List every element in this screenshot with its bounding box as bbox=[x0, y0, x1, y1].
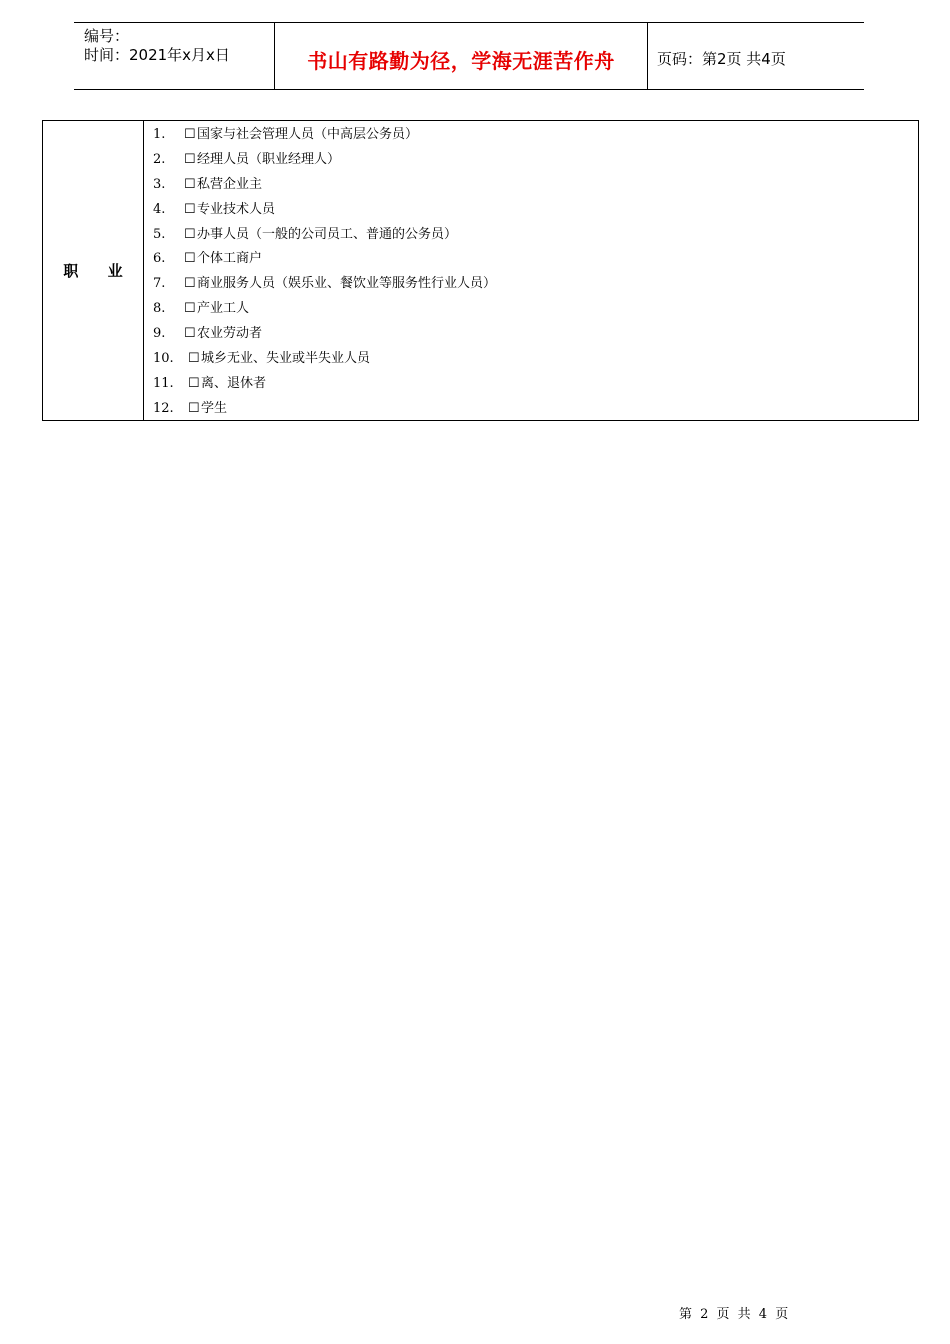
checkbox[interactable]: ☐ bbox=[188, 351, 200, 367]
header-meta-cell bbox=[74, 23, 275, 89]
checkbox[interactable]: ☐ bbox=[188, 375, 200, 391]
occupation-option bbox=[153, 297, 918, 322]
page-footer bbox=[679, 1303, 790, 1322]
option-number: 3. bbox=[153, 176, 166, 192]
checkbox[interactable]: ☐ bbox=[184, 176, 196, 192]
checkbox[interactable]: ☐ bbox=[184, 276, 196, 292]
checkbox[interactable]: ☐ bbox=[184, 127, 196, 142]
occupation-table bbox=[42, 120, 919, 421]
option-label: 私营企业主 bbox=[197, 176, 263, 192]
option-label: 城乡无业、失业或半失业人员 bbox=[201, 351, 371, 367]
footer-page-number: 第 2 页 共 4 页 bbox=[679, 1307, 791, 1322]
occupation-options-list bbox=[144, 121, 918, 420]
option-label: 专业技术人员 bbox=[197, 201, 276, 217]
occupation-option bbox=[153, 223, 918, 248]
option-number: 6. bbox=[153, 251, 166, 267]
motto-text: 书山有路勤为径，学海无涯苦作舟 bbox=[307, 48, 615, 73]
checkbox[interactable]: ☐ bbox=[188, 400, 200, 416]
option-number: 7. bbox=[153, 276, 166, 292]
option-label: 商业服务人员（娱乐业、餐饮业等服务性行业人员） bbox=[197, 276, 497, 292]
page-header bbox=[74, 22, 864, 90]
option-number: 4. bbox=[153, 201, 166, 217]
option-label: 个体工商户 bbox=[197, 251, 263, 267]
occupation-option bbox=[153, 123, 918, 148]
occupation-option bbox=[153, 272, 918, 297]
option-label: 经理人员（职业经理人） bbox=[197, 151, 341, 167]
checkbox[interactable]: ☐ bbox=[184, 151, 196, 167]
checkbox[interactable]: ☐ bbox=[184, 226, 196, 242]
option-label: 农业劳动者 bbox=[197, 326, 263, 342]
occupation-option bbox=[153, 347, 918, 372]
occupation-option bbox=[153, 173, 918, 198]
checkbox[interactable]: ☐ bbox=[184, 251, 196, 267]
header-motto-cell bbox=[275, 23, 648, 89]
option-number: 9. bbox=[153, 326, 166, 342]
occupation-option bbox=[153, 372, 918, 397]
option-number: 2. bbox=[153, 151, 166, 167]
option-number: 8. bbox=[153, 301, 166, 317]
occupation-option bbox=[153, 148, 918, 173]
page-info: 页码：第2页 共4页 bbox=[657, 49, 786, 68]
option-number: 5. bbox=[153, 226, 166, 242]
option-label: 国家与社会管理人员（中高层公务员） bbox=[197, 127, 419, 142]
checkbox[interactable]: ☐ bbox=[184, 201, 196, 217]
checkbox[interactable]: ☐ bbox=[184, 326, 196, 342]
option-number: 1. bbox=[153, 127, 166, 142]
option-label: 离、退休者 bbox=[201, 375, 267, 391]
option-label: 学生 bbox=[201, 400, 228, 416]
option-number: 10. bbox=[153, 351, 174, 367]
occupation-label: 职 业 bbox=[63, 262, 135, 280]
occupation-option bbox=[153, 322, 918, 347]
option-number: 11. bbox=[153, 375, 174, 391]
option-label: 产业工人 bbox=[197, 301, 250, 317]
header-page-cell bbox=[648, 23, 864, 89]
time-label: 时间：2021年x月x日 bbox=[84, 46, 230, 64]
option-number: 12. bbox=[153, 400, 174, 416]
option-label: 办事人员（一般的公司员工、普通的公务员） bbox=[197, 226, 458, 242]
occupation-option bbox=[153, 198, 918, 223]
checkbox[interactable]: ☐ bbox=[184, 301, 196, 317]
occupation-option bbox=[153, 397, 918, 422]
occupation-option bbox=[153, 247, 918, 272]
occupation-label-cell bbox=[43, 121, 144, 420]
number-label: 编号： bbox=[84, 27, 130, 45]
